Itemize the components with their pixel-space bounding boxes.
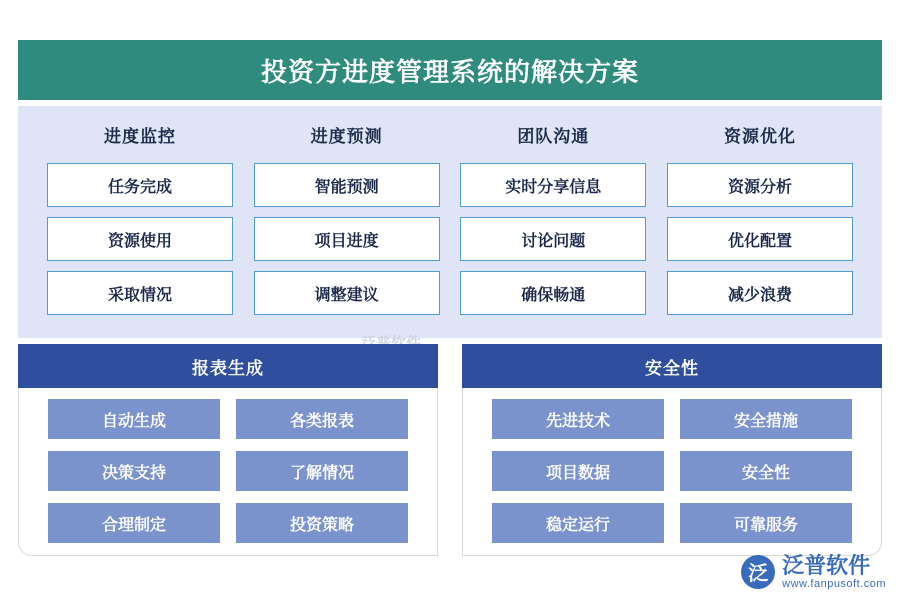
feature-box[interactable] [236,503,408,543]
column-heading: 进度监控 [104,127,176,146]
feature-box[interactable] [47,271,233,315]
feature-box[interactable] [48,503,220,543]
feature-label: 项目进度 [314,232,379,250]
feature-label: 确保畅通 [521,286,586,304]
feature-box[interactable] [680,503,852,543]
brand-logo [741,554,886,590]
brand-url: www.fanpusoft.com [782,577,886,590]
feature-box[interactable] [460,163,646,207]
group-header [18,344,438,388]
column-heading: 进度预测 [310,127,383,146]
lower-group-report-generation [18,344,438,556]
upper-column-resource-optimization [664,122,856,338]
feature-label: 智能预测 [314,178,379,196]
column-heading: 团队沟通 [517,127,590,146]
feature-box[interactable] [47,163,233,207]
column-heading: 资源优化 [723,127,796,146]
feature-label: 各类报表 [289,412,354,430]
feature-box[interactable] [667,271,853,315]
feature-label: 调整建议 [314,286,379,304]
brand-mark-icon: 泛 [741,555,775,589]
feature-box[interactable] [254,163,440,207]
feature-box[interactable] [236,399,408,439]
group-heading: 报表生成 [192,358,264,378]
feature-box[interactable] [460,271,646,315]
group-body [18,388,438,556]
feature-label: 了解情况 [289,464,354,482]
feature-label: 任务完成 [107,178,172,196]
feature-box[interactable] [492,503,664,543]
feature-box[interactable] [667,163,853,207]
feature-label: 先进技术 [545,412,610,430]
feature-box[interactable] [492,451,664,491]
feature-label: 优化配置 [727,232,792,250]
feature-box[interactable] [254,271,440,315]
feature-label: 决策支持 [101,464,166,482]
feature-label: 讨论问题 [521,232,586,250]
feature-label: 安全性 [741,464,790,482]
feature-box[interactable] [460,217,646,261]
lower-section [18,344,882,556]
feature-box[interactable] [48,399,220,439]
group-header [462,344,882,388]
upper-panel [18,106,882,338]
upper-column-progress-monitoring [44,122,236,338]
feature-label: 安全措施 [733,412,798,430]
group-heading: 安全性 [645,358,699,378]
feature-box[interactable] [492,399,664,439]
feature-label: 合理制定 [101,516,166,534]
feature-box[interactable] [680,451,852,491]
lower-group-security [462,344,882,556]
feature-box[interactable] [47,217,233,261]
feature-box[interactable] [236,451,408,491]
feature-box[interactable] [667,217,853,261]
feature-label: 可靠服务 [733,516,798,534]
upper-columns [18,106,882,338]
feature-box[interactable] [680,399,852,439]
upper-column-progress-forecast [251,122,443,338]
brand-text [782,554,886,590]
feature-box[interactable] [254,217,440,261]
feature-label: 减少浪费 [727,286,792,304]
feature-label: 自动生成 [101,412,166,430]
feature-label: 投资策略 [289,516,354,534]
feature-label: 实时分享信息 [505,178,602,196]
feature-label: 采取情况 [107,286,172,304]
feature-label: 项目数据 [545,464,610,482]
feature-box[interactable] [48,451,220,491]
group-body [462,388,882,556]
feature-label: 资源使用 [107,232,172,250]
title-banner [18,40,882,100]
brand-name: 泛普软件 [782,552,871,578]
upper-column-team-communication [457,122,649,338]
feature-label: 稳定运行 [545,516,610,534]
feature-label: 资源分析 [727,178,792,196]
page-title: 投资方进度管理系统的解决方案 [260,56,639,87]
